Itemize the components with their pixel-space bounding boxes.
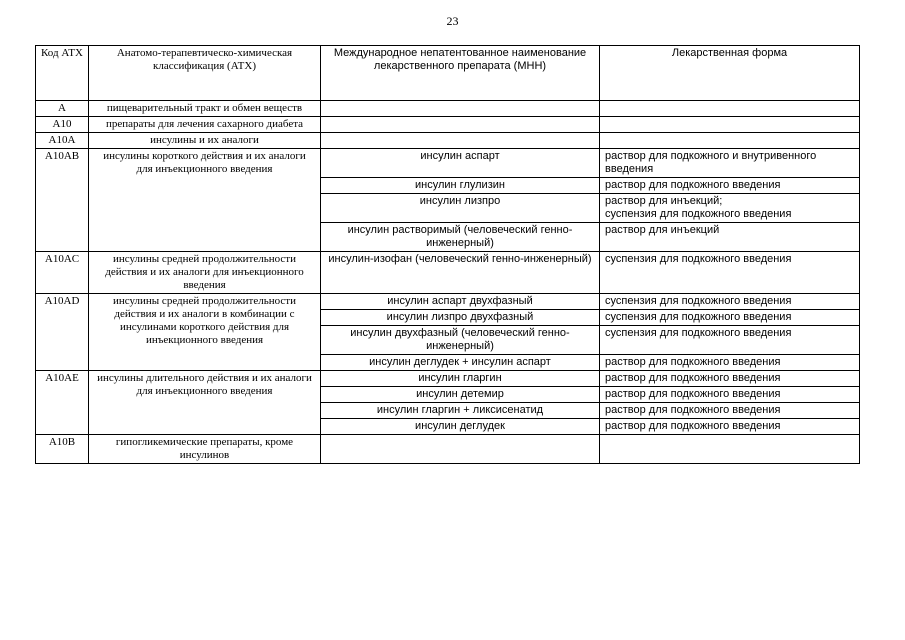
form-cell: раствор для подкожного введения: [600, 371, 860, 387]
atc-name-cell: пищеварительный тракт и обмен веществ: [89, 101, 321, 117]
inn-cell: [321, 435, 600, 464]
atc-name-cell: инсулины длительного действия и их аналоги для инъекционного введения: [89, 371, 321, 435]
table-row: [36, 252, 860, 294]
inn-cell: инсулин двухфазный (человеческий генно-инженерный): [321, 326, 600, 355]
form-cell: раствор для инъекций: [600, 223, 860, 252]
inn-cell: [321, 133, 600, 149]
atx-table: [35, 45, 860, 464]
atc-code-cell: A10AC: [36, 252, 89, 294]
form-cell: [600, 435, 860, 464]
atc-code-cell: А: [36, 101, 89, 117]
atc-code-cell: A10AB: [36, 149, 89, 252]
header-row: [36, 46, 860, 101]
inn-cell: [321, 117, 600, 133]
inn-cell: инсулин аспарт двухфазный: [321, 294, 600, 310]
table-row: [36, 294, 860, 310]
form-cell: суспензия для подкожного введения: [600, 252, 860, 294]
header-atc: Анатомо-терапевтическо-химическая классификация (АТХ): [89, 46, 321, 101]
table-row: [36, 133, 860, 149]
inn-cell: инсулин детемир: [321, 387, 600, 403]
inn-cell: инсулин гларгин: [321, 371, 600, 387]
atc-name-cell: инсулины и их аналоги: [89, 133, 321, 149]
form-cell: суспензия для подкожного введения: [600, 294, 860, 310]
atc-name-cell: инсулины средней продолжительности действия и их аналоги для инъекционного введения: [89, 252, 321, 294]
table-row: [36, 149, 860, 178]
form-cell: [600, 101, 860, 117]
form-cell: раствор для подкожного и внутривенного введения: [600, 149, 860, 178]
form-cell: раствор для подкожного введения: [600, 419, 860, 435]
header-code: Код АТХ: [36, 46, 89, 101]
table-row: [36, 117, 860, 133]
atc-code-cell: A10AE: [36, 371, 89, 435]
atc-name-cell: инсулины средней продолжительности действия и их аналоги в комбинации с инсулинами короткого действия для инъекционного введения: [89, 294, 321, 371]
table-row: [36, 435, 860, 464]
inn-cell: инсулин глулизин: [321, 178, 600, 194]
form-cell: суспензия для подкожного введения: [600, 326, 860, 355]
inn-cell: [321, 101, 600, 117]
form-cell: раствор для подкожного введения: [600, 387, 860, 403]
atc-name-cell: гипогликемические препараты, кроме инсулинов: [89, 435, 321, 464]
form-cell: [600, 117, 860, 133]
atc-name-cell: инсулины короткого действия и их аналоги для инъекционного введения: [89, 149, 321, 252]
header-form: Лекарственная форма: [600, 46, 860, 101]
table-row: [36, 371, 860, 387]
atc-code-cell: A10AD: [36, 294, 89, 371]
inn-cell: инсулин гларгин + ликсисенатид: [321, 403, 600, 419]
inn-cell: инсулин аспарт: [321, 149, 600, 178]
form-cell: суспензия для подкожного введения: [600, 310, 860, 326]
inn-cell: инсулин растворимый (человеческий генно-инженерный): [321, 223, 600, 252]
form-cell: раствор для подкожного введения: [600, 355, 860, 371]
form-cell: [600, 133, 860, 149]
inn-cell: инсулин деглудек: [321, 419, 600, 435]
inn-cell: инсулин лизпро: [321, 194, 600, 223]
page-number: 23: [446, 14, 459, 28]
inn-cell: инсулин-изофан (человеческий генно-инженерный): [321, 252, 600, 294]
atc-code-cell: A10A: [36, 133, 89, 149]
form-cell: раствор для подкожного введения: [600, 403, 860, 419]
form-cell: раствор для подкожного введения: [600, 178, 860, 194]
inn-cell: инсулин деглудек + инсулин аспарт: [321, 355, 600, 371]
atc-code-cell: A10B: [36, 435, 89, 464]
table-body: [36, 101, 860, 464]
atc-name-cell: препараты для лечения сахарного диабета: [89, 117, 321, 133]
table-row: [36, 101, 860, 117]
form-cell: раствор для инъекций; суспензия для подкожного введения: [600, 194, 860, 223]
atc-code-cell: A10: [36, 117, 89, 133]
inn-cell: инсулин лизпро двухфазный: [321, 310, 600, 326]
header-inn: Международное непатентованное наименование лекарственного препарата (МНН): [321, 46, 600, 101]
